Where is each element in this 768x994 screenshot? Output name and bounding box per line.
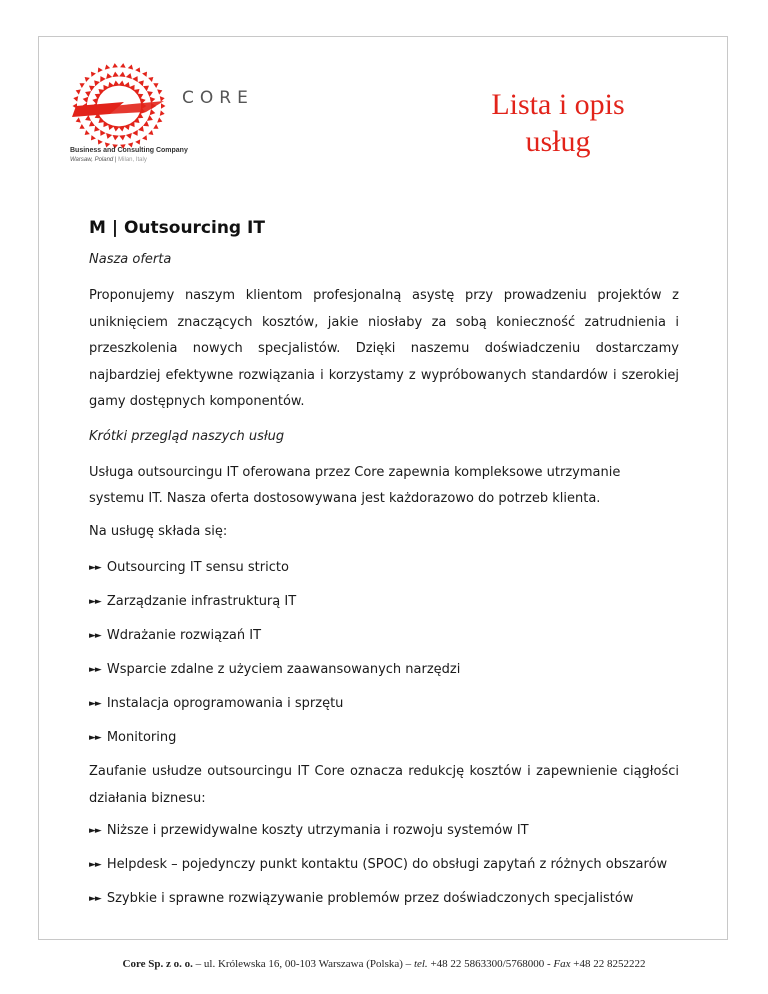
list-item: [89, 593, 679, 611]
logo-location: Warsaw, Poland | Milan, Italy: [70, 157, 147, 163]
list-item: [89, 856, 679, 874]
trust-paragraph: Zaufanie usłudze outsourcingu IT Core oznacza redukcję kosztów i zapewnienie ciągłości działania biznesu:: [89, 764, 679, 806]
core-logo-icon: [64, 54, 174, 149]
bullet-arrow-icon: ►►: [89, 597, 101, 607]
footer-fax-label: Fax: [553, 958, 571, 970]
bullet-arrow-icon: ►►: [89, 563, 101, 573]
footer-tel: +48 22 5863300/5768000 -: [430, 958, 551, 970]
document-title-line2: usług: [525, 125, 591, 158]
list-item: [89, 627, 679, 645]
list-item-text: Zarządzanie infrastrukturą IT: [106, 594, 297, 609]
bullet-arrow-icon: ►►: [89, 631, 101, 641]
footer-fax: +48 22 8252222: [573, 958, 646, 970]
list-item-text: Niższe i przewidywalne koszty utrzymania i rozwoju systemów IT: [106, 823, 529, 838]
list-item: [89, 890, 679, 908]
logo-wordmark: CORE: [182, 88, 254, 108]
bullet-arrow-icon: ►►: [89, 894, 101, 904]
list-item-text: Wsparcie zdalne z użyciem zaawansowanych narzędzi: [106, 662, 461, 677]
footer-tel-label: tel.: [413, 958, 428, 970]
logo-subtitle: Business and Consulting Company: [70, 147, 188, 154]
page-footer: [0, 958, 768, 970]
list-item: [89, 695, 679, 713]
consists-of-label: Na usługę składa się:: [89, 523, 228, 539]
main-content: [89, 218, 679, 924]
bullet-arrow-icon: ►►: [89, 860, 101, 870]
list-item: [89, 661, 679, 679]
section-heading: M | Outsourcing IT: [89, 218, 265, 238]
list-item: [89, 822, 679, 840]
overview-paragraph: Usługa outsourcingu IT oferowana przez Core zapewnia kompleksowe utrzymanie systemu IT. Nasza oferta dostosowywana jest każdorazowo do potrzeb klienta.: [89, 464, 621, 506]
list-item: [89, 559, 679, 577]
list-item: [89, 729, 679, 747]
offer-paragraph: Proponujemy naszym klientom profesjonalną asystę przy prowadzeniu projektów z uniknięciem znaczących kosztów, jakie niosłaby za sobą konieczność zatrudnienia i przeszkolenia nowych specjalistów. Dzięki naszemu doświadczeniu dostarczamy najbardziej efektywne rozwiązania i korzystamy z wypróbowanych standardów i szerokiej gamy dostępnych komponentów.: [89, 288, 679, 409]
list-item-text: Instalacja oprogramowania i sprzętu: [106, 696, 344, 711]
footer-company: Core Sp. z o. o.: [122, 958, 193, 970]
document-title-line1: Lista i opis: [491, 88, 625, 121]
bullet-arrow-icon: ►►: [89, 665, 101, 675]
footer-address: – ul. Królewska 16, 00-103 Warszawa (Polska) –: [195, 958, 412, 970]
list-item-text: Outsourcing IT sensu stricto: [106, 560, 289, 575]
offer-subheading: Nasza oferta: [89, 252, 172, 267]
list-item-text: Monitoring: [106, 730, 177, 745]
overview-subheading: Krótki przegląd naszych usług: [89, 428, 285, 444]
document-title: [450, 86, 666, 160]
list-item-text: Wdrażanie rozwiązań IT: [106, 628, 262, 643]
company-logo: [64, 54, 254, 174]
benefits-list: [89, 822, 679, 908]
list-item-text: Szybkie i sprawne rozwiązywanie problemów przez doświadczonych specjalistów: [106, 891, 634, 906]
bullet-arrow-icon: ►►: [89, 699, 101, 709]
services-list: [89, 559, 679, 747]
list-item-text: Helpdesk – pojedynczy punkt kontaktu (SPOC) do obsługi zapytań z różnych obszarów: [106, 857, 668, 872]
bullet-arrow-icon: ►►: [89, 826, 101, 836]
bullet-arrow-icon: ►►: [89, 733, 101, 743]
